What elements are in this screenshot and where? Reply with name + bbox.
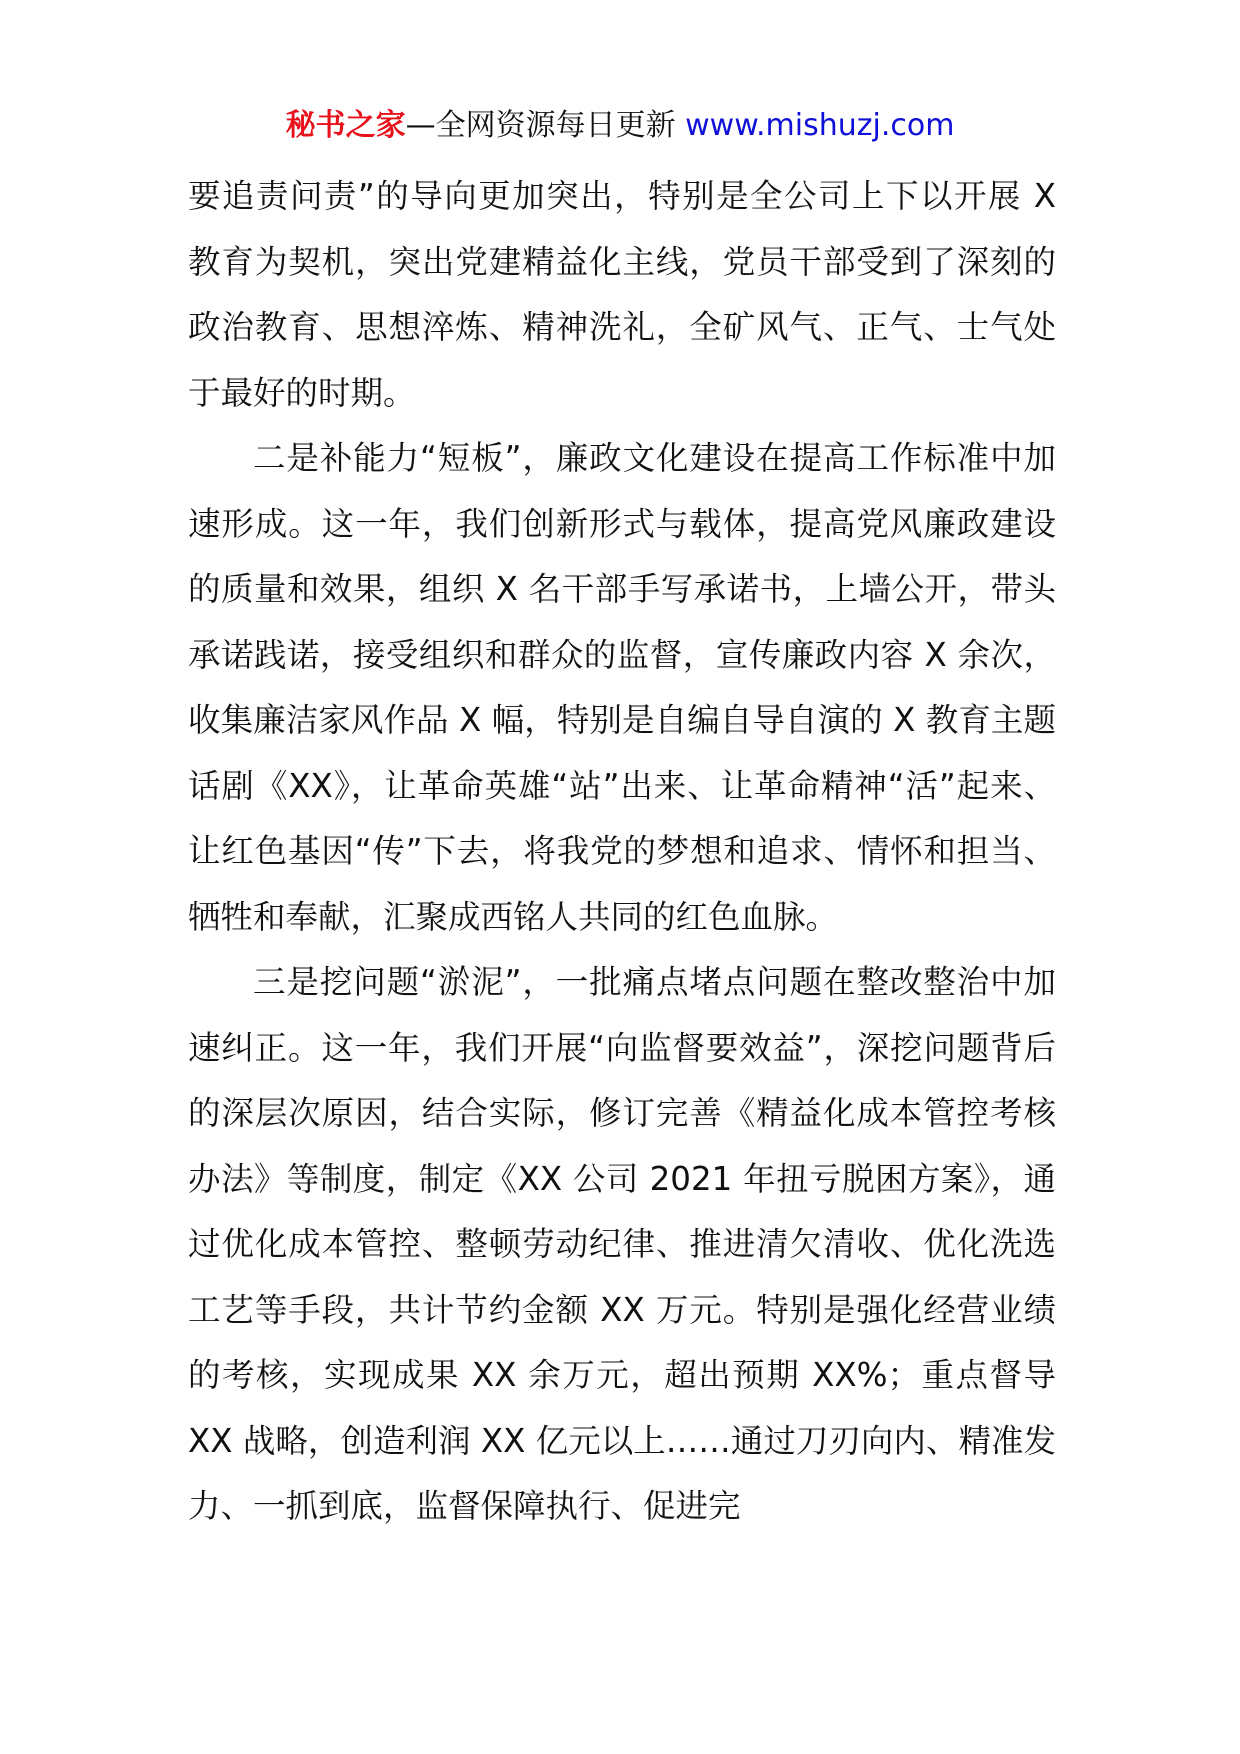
paragraph-second-point: 二是补能力“短板”，廉政文化建设在提高工作标准中加速形成。这一年，我们创新形式与载体，提高党风廉政建设的质量和效果，组织 X 名干部手写承诺书，上墙公开，带头承诺践诺，接受组织和群众的监督，宣传廉政内容 X 余次，收集廉洁家风作品 X 幅，特别是自编自导自演的 X 教育主题话剧《XX》，让革命英雄“站”出来、让革命精神“活”起来、让红色基因“传”下去，将我党的梦想和追求、情怀和担当、牺牲和奉献，汇聚成西铭人共同的红色血脉。 — [188, 439, 1056, 936]
paragraph-continuation: 要追责问责”的导向更加突出，特别是全公司上下以开展 X 教育为契机，突出党建精益化主线，党员干部受到了深刻的政治教育、思想淬炼、精神洗礼，全矿风气、正气、士气处于最好的时期。 — [188, 177, 1056, 412]
website-url: www.mishuzj.com — [685, 108, 955, 143]
header-tagline: —全网资源每日更新 — [405, 108, 686, 143]
document-body — [188, 164, 1056, 1540]
page-header — [0, 104, 1240, 148]
paragraph-third-point: 三是挖问题“淤泥”，一批痛点堵点问题在整改整治中加速纠正。这一年，我们开展“向监督要效益”，深挖问题背后的深层次原因，结合实际，修订完善《精益化成本管控考核办法》等制度，制定《XX 公司 2021 年扭亏脱困方案》，通过优化成本管控、整顿劳动纪律、推进清欠清收、优化洗选工艺等手段，共计节约金额 XX 万元。特别是强化经营业绩的考核，实现成果 XX 余万元，超出预期 XX%；重点督导 XX 战略，创造利润 XX 亿元以上……通过刀刃向内、精准发力、一抓到底，监督保障执行、促进完 — [188, 963, 1056, 1525]
brand-name: 秘书之家 — [285, 108, 406, 143]
